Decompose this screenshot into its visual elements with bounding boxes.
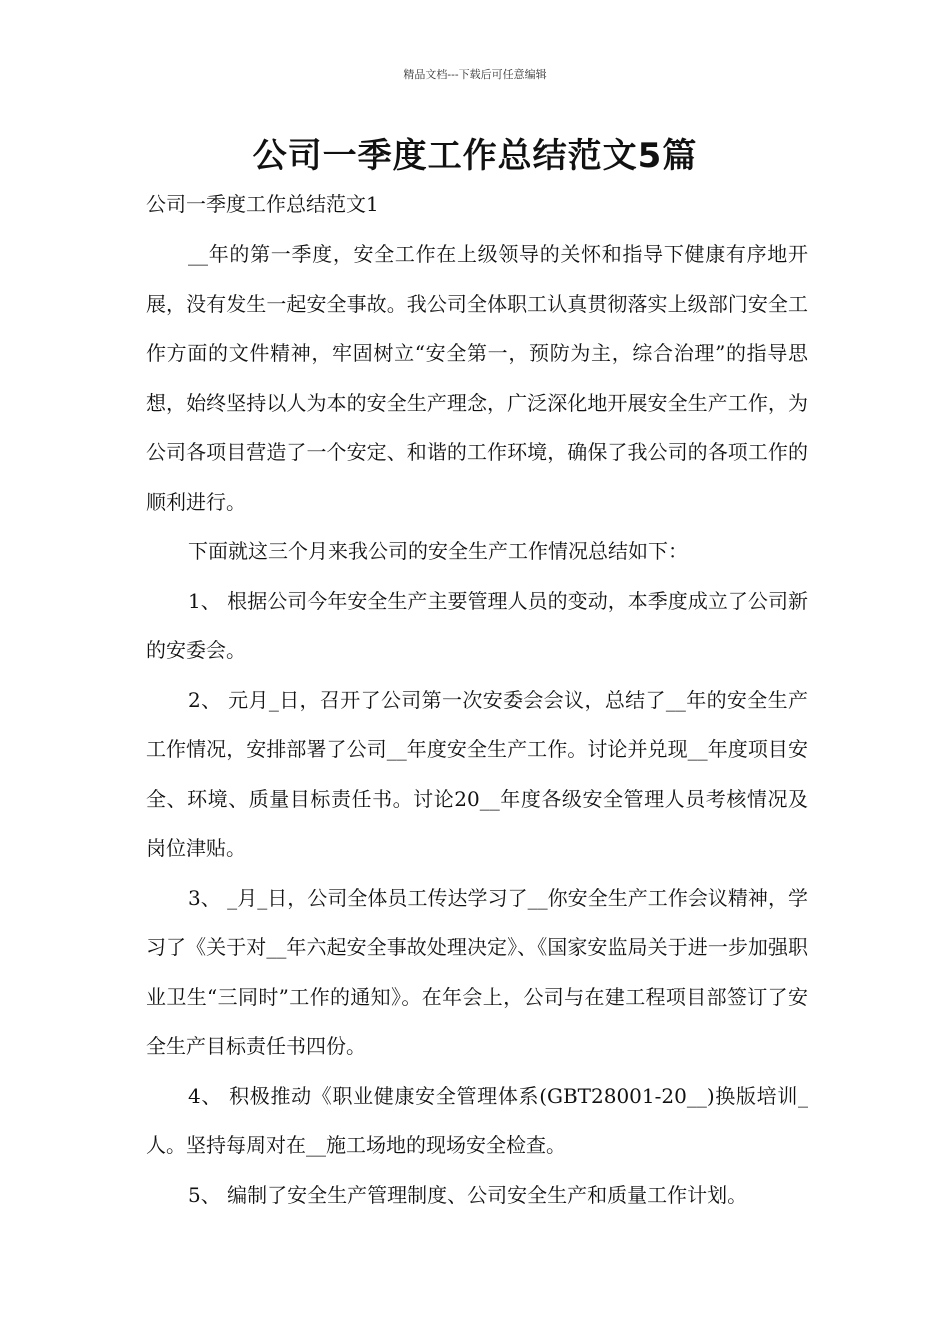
header-note: 精品文档---下载后可任意编辑 bbox=[403, 68, 547, 81]
paragraph-item-1: 1、 根据公司今年安全生产主要管理人员的变动，本季度成立了公司新的安委会。 bbox=[146, 588, 808, 662]
document-title: 公司一季度工作总结范文5篇 bbox=[252, 136, 698, 176]
paragraph-item-4: 4、 积极推动《职业健康安全管理体系(GBT28001-20__)换版培训_人。坚持每周对在__施工场地的现场安全检查。 bbox=[146, 1083, 808, 1157]
paragraph-intro: __年的第一季度，安全工作在上级领导的关怀和指导下健康有序地开展，没有发生一起安全事故。我公司全体职工认真贯彻落实上级部门安全工作方面的文件精神，牢固树立“安全第一，预防为主，综合治理”的指导思想，始终坚持以人为本的安全生产理念，广泛深化地开展安全生产工作，为公司各项目营造了一个安定、和谐的工作环境，确保了我公司的各项工作的顺利进行。 bbox=[146, 242, 808, 514]
paragraph-summary-lead: 下面就这三个月来我公司的安全生产工作情况总结如下： bbox=[188, 539, 688, 563]
document-body bbox=[146, 230, 808, 1220]
section-heading: 公司一季度工作总结范文1 bbox=[146, 192, 379, 216]
paragraph-item-5: 5、 编制了安全生产管理制度、公司安全生产和质量工作计划。 bbox=[188, 1182, 748, 1207]
paragraph-item-3: 3、 _月_日，公司全体员工传达学习了__你安全生产工作会议精神，学习了《关于对__年六起安全事故处理决定》、《国家安监局关于进一步加强职业卫生“三同时”工作的通知》。在年会上，公司与在建工程项目部签订了安全生产目标责任书四份。 bbox=[146, 885, 808, 1058]
paragraph-item-2: 2、 元月_日，召开了公司第一次安委会会议，总结了__年的安全生产工作情况，安排部署了公司__年度安全生产工作。讨论并兑现__年度项目安全、环境、质量目标责任书。讨论20__年度各级安全管理人员考核情况及岗位津贴。 bbox=[146, 687, 808, 860]
